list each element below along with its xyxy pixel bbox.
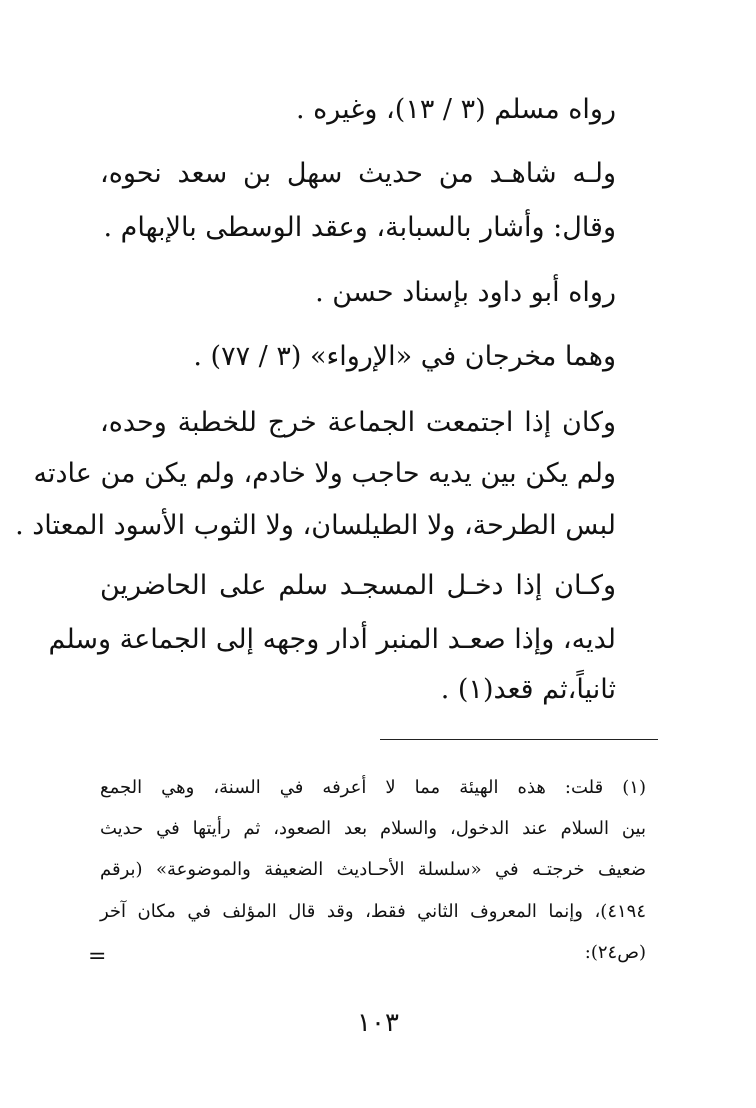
footnote-line: ٤١٩٤)، وإنما المعروف الثاني فقط، وقد قال المؤلف في مكان آخر [100,901,646,922]
body-line: رواه أبو داود بإسناد حسن . [315,277,616,308]
footnote-line: بين السلام عند الدخول، والسلام بعد الصعود، ثم رأيتها في حديث [100,818,646,839]
footnote-line: ضعيف خرجتـه في «سلسلة الأحـاديث الضعيفة والموضوعة» (برقم [100,859,646,880]
body-line: ولـه شاهـد من حديث سهل بن سعد نحوه، [100,158,616,189]
footnote-separator [380,739,658,740]
body-line: لديه، وإذا صعـد المنبر أدار وجهه إلى الجماعة وسلم [48,624,616,655]
footnote-line: (ص٢٤): [584,942,646,963]
body-line: ثانياً،ثم قعد(١) . [440,674,616,705]
body-line: وهما مخرجان في «الإرواء» (٣ / ٧٧) . [193,341,616,372]
body-line: رواه مسلم (٣ / ١٣)، وغيره . [295,94,616,125]
body-line: لبس الطرحة، ولا الطيلسان، ولا الثوب الأسود المعتاد . [15,510,616,541]
body-line: ولم يكن بين يديه حاجب ولا خادم، ولم يكن من عادته [33,458,616,489]
page-number: ١٠٣ [357,1008,399,1038]
body-line: وكـان إذا دخـل المسجـد سلم على الحاضرين [100,570,616,601]
footnote-line: (١) قلت: هذه الهيئة مما لا أعرفه في السنة، وهي الجمع [100,777,646,798]
continuation-mark: = [88,944,107,969]
body-line: وقال: وأشار بالسبابة، وعقد الوسطى بالإبهام . [103,212,616,243]
body-line: وكان إذا اجتمعت الجماعة خرج للخطبة وحده، [100,407,616,438]
